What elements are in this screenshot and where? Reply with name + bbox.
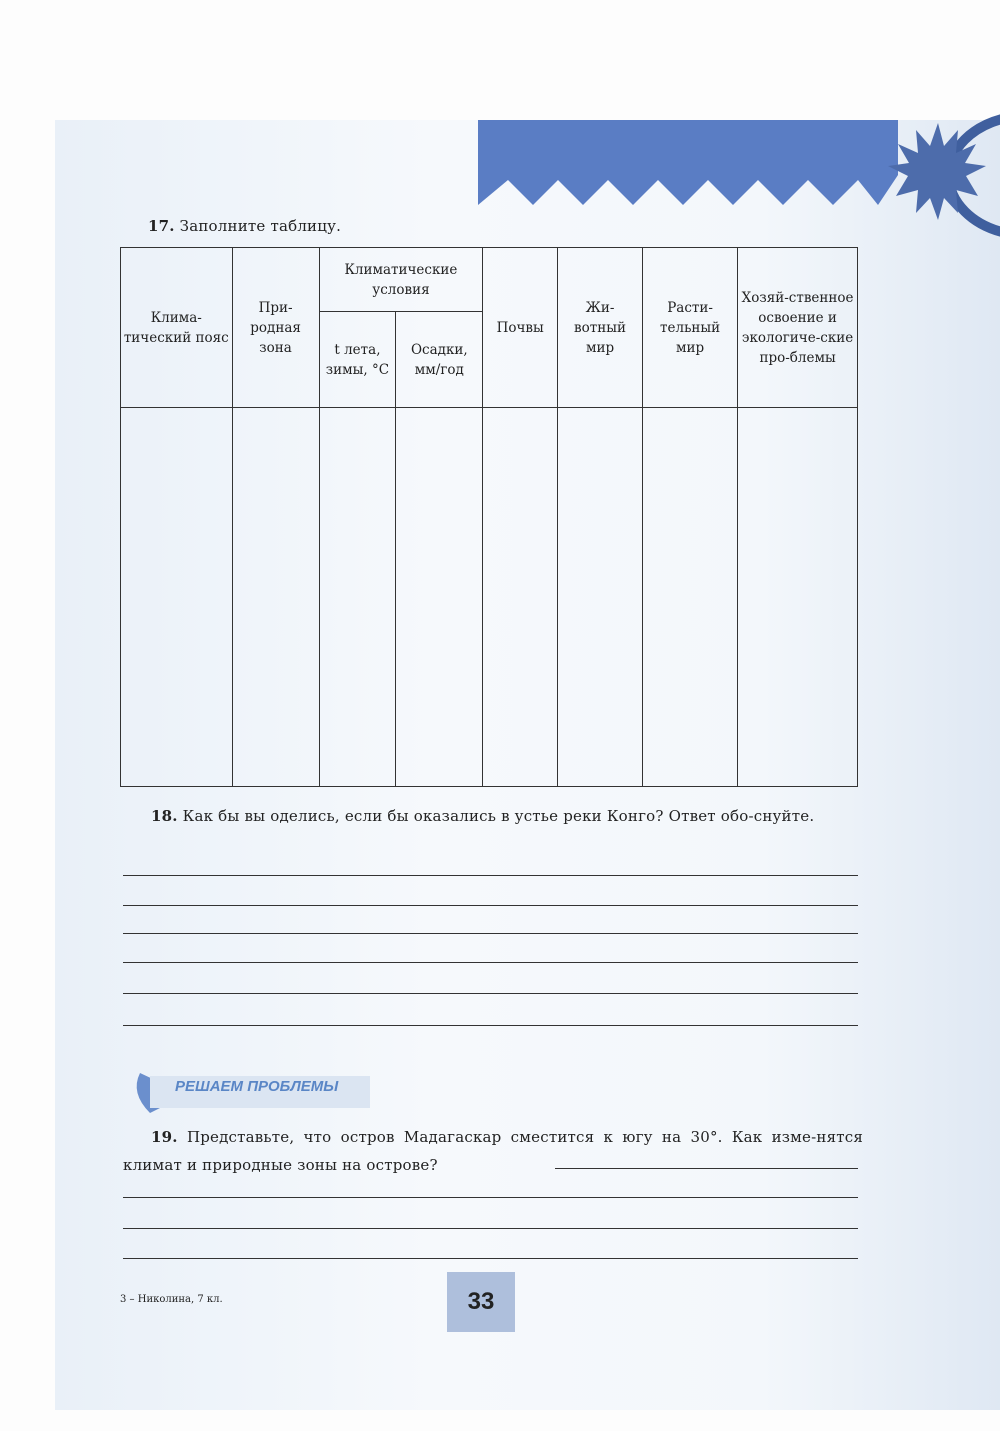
task-17: 17. Заполните таблицу. [148,217,342,235]
header-fauna: Жи-вотный мир [558,248,643,408]
page-number: 33 [447,1272,515,1332]
section-title: РЕШАЕМ ПРОБЛЕМЫ [175,1078,339,1095]
answer-line[interactable] [123,933,858,934]
table-cell[interactable] [558,408,643,787]
answer-line[interactable] [555,1168,858,1169]
header-natural-zone: При-родная зона [232,248,319,408]
star-icon [866,108,1000,238]
table-cell[interactable] [643,408,738,787]
header-soils: Почвы [483,248,558,408]
task-18: 18. Как бы вы оделись, если бы оказались в устье реки Конго? Ответ обо-снуйте. [151,807,815,825]
zigzag-banner [478,120,898,205]
table-cell[interactable] [121,408,233,787]
task-19: 19. Представьте, что остров Мадагаскар сместится к югу на 30°. Как изме-нятся климат и природные зоны на острове? [123,1128,863,1174]
header-temperature: t лета, зимы, °C [319,312,396,408]
answer-line[interactable] [123,905,858,906]
header-climate-conditions: Климатические условия [319,248,483,312]
header-flora: Расти-тельный мир [643,248,738,408]
table-cell[interactable] [232,408,319,787]
footer-note: 3 – Николина, 7 кл. [120,1294,223,1305]
answer-line[interactable] [123,962,858,963]
header-economy: Хозяй-ственное освоение и экологиче-ские про-блемы [738,248,858,408]
table-cell[interactable] [396,408,483,787]
answer-line[interactable] [123,993,858,994]
table-cell[interactable] [319,408,396,787]
section-banner [120,1068,380,1116]
header-climate-belt: Клима-тический пояс [121,248,233,408]
table-cell[interactable] [738,408,858,787]
answer-line[interactable] [123,1258,858,1259]
table-cell[interactable] [483,408,558,787]
answer-line[interactable] [123,1228,858,1229]
answer-line[interactable] [123,1025,858,1026]
answer-line[interactable] [123,875,858,876]
table-row [121,408,858,787]
fill-in-table [120,247,858,787]
answer-line[interactable] [123,1197,858,1198]
header-precipitation: Осадки, мм/год [396,312,483,408]
